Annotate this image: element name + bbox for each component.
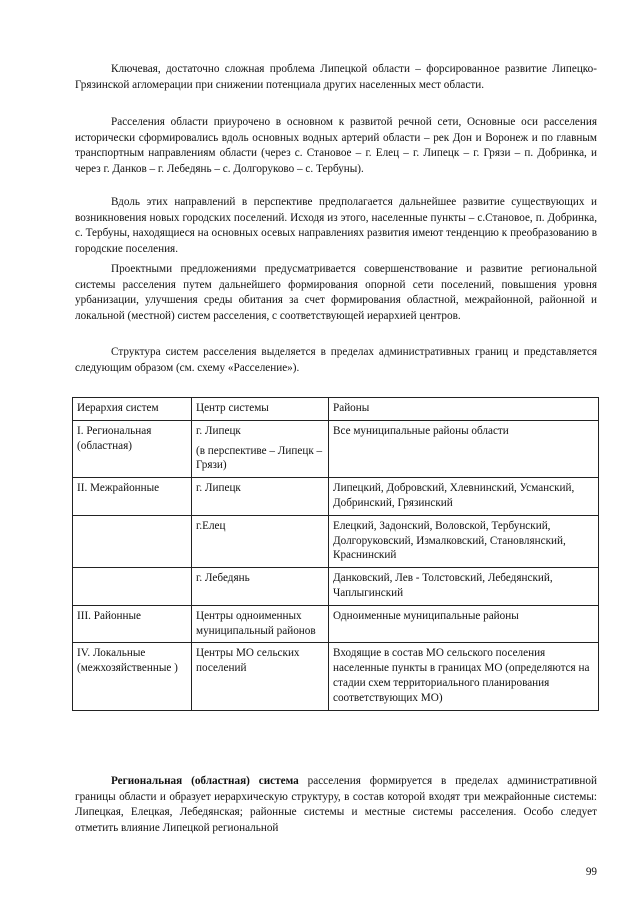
paragraph-5: Структура систем расселения выделяется в пределах административных границ и представляется следующим образом (см. схему «Расселение»). <box>75 346 597 374</box>
header-hierarchy: Иерархия систем <box>73 398 192 421</box>
cell-districts: Елецкий, Задонский, Воловской, Тербунский, Долгоруковский, Измалковский, Становлянский, Краснинский <box>329 515 599 567</box>
table-row <box>73 478 599 516</box>
center-name: г. Липецк <box>196 424 241 437</box>
cell-districts: Все муниципальные районы области <box>329 420 599 477</box>
table-header-row <box>73 398 599 421</box>
paragraph-3: Вдоль этих направлений в перспективе предполагается дальнейшее развитие существующих и возникновения новых городских поселений. Исходя из этого, населенные пункты – с.Становое, п. Добринка, с. Тербуны, находящиеся на основных осевых направлениях развития имеют тенденцию к преобразованию в городские поселения. <box>75 196 597 255</box>
cell-districts: Одноименные муниципальные районы <box>329 605 599 643</box>
table-row <box>73 643 599 710</box>
cell-center: г. Лебедянь <box>192 568 329 606</box>
paragraph-1: Ключевая, достаточно сложная проблема Липецкой области – форсированное развитие Липецко-Грязинской агломерации при снижении потенциала других населенных мест области. <box>75 63 597 91</box>
table-row <box>73 420 599 477</box>
paragraph-6 <box>75 774 597 836</box>
cell-hierarchy: I. Региональная (областная) <box>73 420 192 477</box>
cell-hierarchy: III. Районные <box>73 605 192 643</box>
page-number: 99 <box>585 866 597 878</box>
cell-hierarchy: IV. Локальные (межхозяйственные ) <box>73 643 192 710</box>
header-center: Центр системы <box>192 398 329 421</box>
cell-hierarchy <box>73 515 192 567</box>
table-row <box>73 568 599 606</box>
cell-center: г.Елец <box>192 515 329 567</box>
paragraph-6-text: расселения формируется в пределах административной границы области и образует иерархическую структуру, в состав которой входят три межрайонные системы: Липецкая, Елецкая, Лебедянская; районные системы и местные системы расселения. Особо следует отметить влияние Липецкой региональной <box>75 775 597 834</box>
center-note: (в перспективе – Липецк –Грязи) <box>196 444 323 472</box>
paragraph-6-bold-term: Региональная (областная) система <box>111 775 299 787</box>
cell-districts: Данковский, Лев - Толстовский, Лебедянский, Чаплыгинский <box>329 568 599 606</box>
table-row <box>73 515 599 567</box>
settlement-hierarchy-table <box>72 397 599 711</box>
cell-center: г. Липецк <box>192 478 329 516</box>
cell-center: Центры одноименных муниципальный районов <box>192 605 329 643</box>
header-districts: Районы <box>329 398 599 421</box>
cell-hierarchy <box>73 568 192 606</box>
cell-hierarchy: II. Межрайонные <box>73 478 192 516</box>
paragraph-2: Расселения области приурочено в основном к развитой речной сети, Основные оси расселения исторически сформировались вдоль основных водных артерий области – рек Дон и Воронеж и по главным транспортным направлениям области (через с. Становое – г. Елец – г. Липецк – г. Грязи – п. Добринка, и через г. Данков – г. Лебедянь – с. Долгоруково – с. Тербуны). <box>75 116 597 175</box>
paragraph-4: Проектными предложениями предусматривается совершенствование и развитие региональной системы расселения путем дальнейшего формирования опорной сети поселений, повышения уровня урбанизации, улучшения среды обитания за счет формирования областной, межрайонной, районной и локальной (местной) систем расселения, с соответствующей иерархией центров. <box>75 263 597 322</box>
cell-center: Центры МО сельских поселений <box>192 643 329 710</box>
table-row <box>73 605 599 643</box>
cell-districts: Входящие в состав МО сельского поселения населенные пункты в границах МО (определяются на стадии схем территориального планирования соответствующих МО) <box>329 643 599 710</box>
cell-districts: Липецкий, Добровский, Хлевнинский, Усманский, Добринский, Грязинский <box>329 478 599 516</box>
cell-center <box>192 420 329 477</box>
